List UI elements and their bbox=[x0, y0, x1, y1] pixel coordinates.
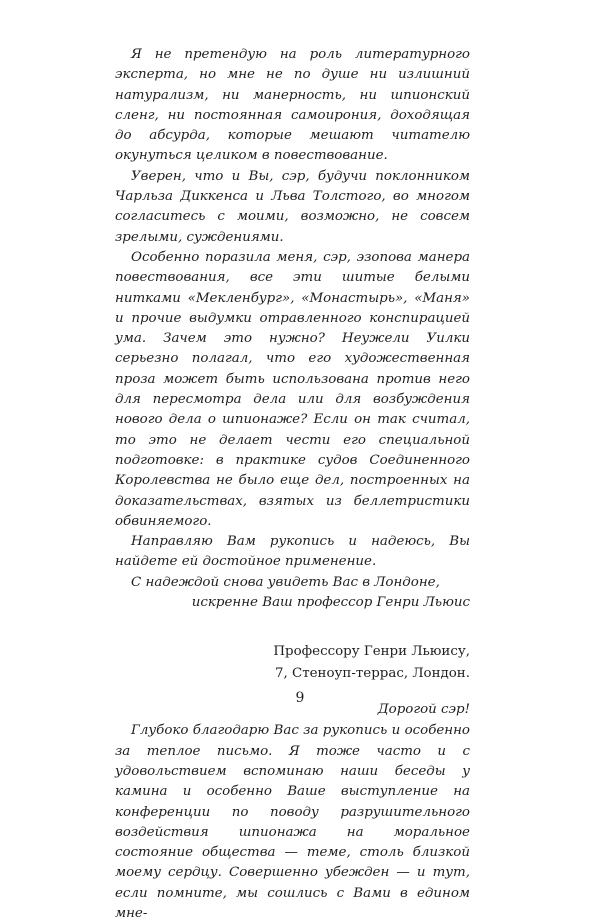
signature: искренне Ваш профессор Генри Льюис bbox=[191, 595, 470, 611]
book-page bbox=[115, 45, 470, 924]
address-line-2: 7, Стеноуп-террас, Лондон. bbox=[274, 666, 470, 682]
letter-one bbox=[115, 45, 470, 613]
paragraph-4: Направляю Вам рукопись и надеюсь, Вы найдете ей достойное применение. bbox=[115, 534, 470, 570]
salutation: Дорогой сэр! bbox=[377, 702, 470, 718]
paragraph-5: Глубоко благодарю Вас за рукопись и особенно за теплое письмо. Я тоже часто и с удовольствием вспоминаю наши беседы у камина и особенно Ваше выступление на конференции по поводу разрушительного воздействия шпионажа на моральное состояние общества — теме, столь близкой моему сердцу. Совершенно убежден — и тут, если помните, мы сошлись с Вами в едином мне- bbox=[115, 723, 470, 921]
paragraph-2: Уверен, что и Вы, сэр, будучи поклонником Чарльза Диккенса и Льва Толстого, во многом согласитесь с моими, возможно, не совсем зрелыми, суждениями. bbox=[115, 168, 470, 245]
paragraph-3: Особенно поразила меня, сэр, эзопова манера повествования, все эти шитые белыми нитками «Мекленбург», «Монастырь», «Маня» и прочие выдумки отравленного конспирацией ума. Зачем это нужно? Неужели Уилки серьезно полагал, что его художественная проза может быть использована против него для пересмотра дела или для возбуждения нового дела о шпионаже? Если он так считал, то это не делает чести его специальной подготовке: в практике судов Соединенного Королевства не было еще дел, построенных на доказательствах, взятых из беллетристики обвиняемого. bbox=[115, 249, 470, 529]
letter-two bbox=[115, 721, 470, 924]
recipient-address bbox=[115, 641, 470, 685]
address-line-1: Профессору Генри Льюису, bbox=[273, 644, 470, 660]
closing-line: С надеждой снова увидеть Вас в Лондоне, bbox=[131, 574, 440, 590]
page-number: 9 bbox=[295, 690, 305, 706]
paragraph-1: Я не претендую на роль литературного эксперта, но мне не по душе ни излишний натурализм, ни манерность, ни шпионский сленг, ни постоянная самоирония, доходящая до абсурда, которые мешают читателю окунуться целиком в повествование. bbox=[115, 47, 470, 164]
